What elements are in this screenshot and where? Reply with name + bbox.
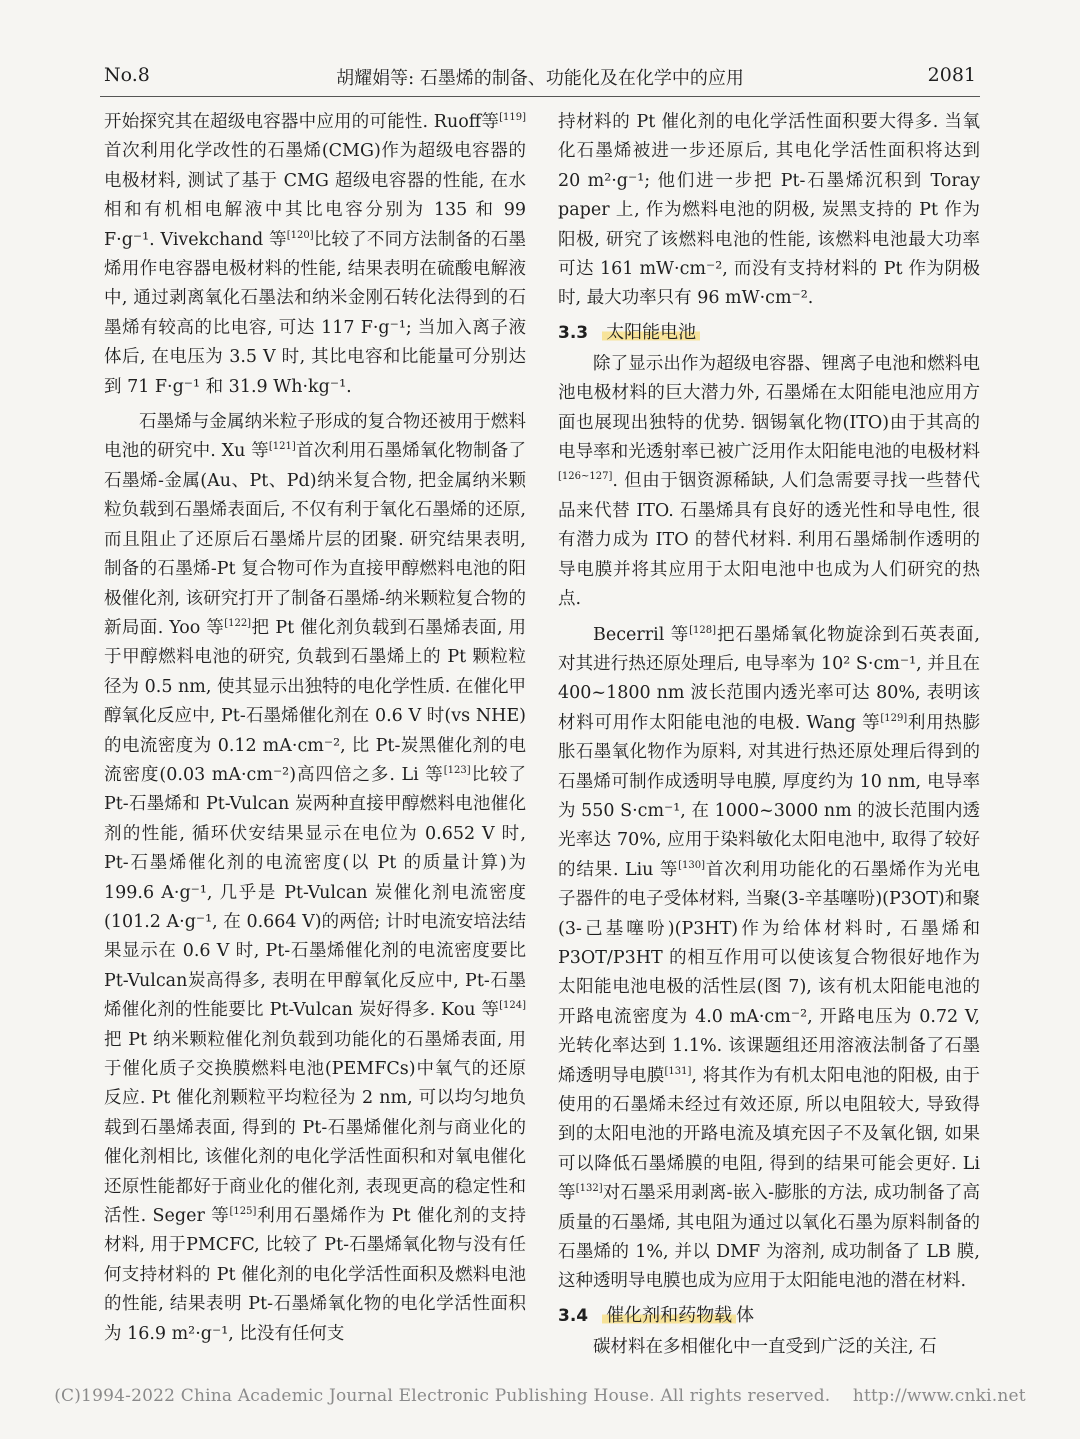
section-number: 3.4 — [558, 1305, 589, 1326]
page-footer — [0, 1386, 1080, 1406]
paragraph-solar-research: Becerril 等[128]把石墨烯氧化物旋涂到石英表面, 对其进行热还原处理后, 电导率为 10² S·cm⁻¹, 并且在 400~1800 nm 波长范围内透光率可达 80%, 表明该材料可用作太阳能电池的电极. Wang 等[129]利用热膨胀石墨氧化物作为原料, 对其进行热还原处理后得到的石墨烯可制作成透明导电膜, 厚度约为 10 nm, 电导率为 550 S·cm⁻¹, 在 1000~3000 nm 的波长范围内透光率达 70%, 应用于染料敏化太阳电池中, 取得了较好的结果. Liu 等[130]首次利用功能化的石墨烯作为光电子器件的电子受体材料, 当聚(3-辛基噻吩)(P3OT)和聚(3-己基噻吩)(P3HT)作为给体材料时, 石墨烯和 P3OT/P3HT 的相互作用可以使该复合物很好地作为太阳能电池电极的活性层(图 7), 该有机太阳能电池的开路电流密度为 4.0 mA·cm⁻², 开路电压为 0.72 V, 光转化率达到 1.1%. 该课题组还用溶液法制备了石墨烯透明导电膜[131], 将其作为有机太阳电池的阳极, 由于使用的石墨烯未经过有效还原, 所以电阻较大, 导致得到的太阳电池的开路电流及填充因子不及氧化铟, 如果可以降低石墨烯膜的电阻, 得到的结果可能会更好. Li 等[132]对石墨采用剥离-嵌入-膨胀的方法, 成功制备了高质量的石墨烯, 其电阻为通过以氧化石墨为原料制备的石墨烯的 1%, 并以 DMF 为溶剂, 成功制备了 LB 膜, 这种透明导电膜也成为应用于太阳能电池的潜在材料. — [558, 624, 981, 1292]
section-title: 太阳能电池 — [602, 322, 700, 343]
issue-number: No.8 — [104, 64, 150, 86]
section-number: 3.3 — [558, 322, 589, 343]
section-title-highlighted: 催化剂和药物载 — [602, 1305, 736, 1326]
running-title: 胡耀娟等: 石墨烯的制备、功能化及在化学中的应用 — [336, 68, 744, 89]
right-column — [558, 108, 980, 1362]
section-heading-3-3 — [558, 318, 980, 348]
citation: [125] — [229, 1206, 257, 1218]
citation: [121] — [268, 441, 296, 453]
paragraph-continued: 持材料的 Pt 催化剂的电化学活性面积要大得多. 当氧化石墨烯被进一步还原后, 其电化学活性面积将达到 20 m²·g⁻¹; 他们进一步把 Pt-石墨烯沉积到 Toray paper 上, 作为燃料电池的阴极, 炭黑支持的 Pt 作为阳极, 研究了该燃料电池的性能, 该燃料电池最大功率可达 161 mW·cm⁻², 而没有支持材料的 Pt 作为阴极时, 最大功率只有 96 mW·cm⁻². — [558, 112, 980, 309]
paragraph-catalyst: 碳材料在多相催化中一直受到广泛的关注, 石 — [593, 1336, 937, 1357]
citation: [124] — [499, 1000, 526, 1012]
left-column — [104, 108, 526, 1349]
citation: [131] — [664, 1065, 692, 1077]
section-heading-3-4 — [558, 1301, 980, 1331]
citation: [129] — [880, 712, 908, 724]
citation: [132] — [575, 1183, 603, 1195]
section-title-rest: 体 — [736, 1304, 755, 1326]
citation: [130] — [678, 859, 706, 871]
citation: [126~127] — [558, 471, 613, 483]
page-number: 2081 — [927, 64, 976, 86]
copyright-notice: (C)1994-2022 China Academic Journal Electronic Publishing House. All rights reserved. — [54, 1386, 831, 1406]
citation: [120] — [286, 229, 314, 241]
paragraph-fuel-cell: 石墨烯与金属纳米粒子形成的复合物还被用于燃料电池的研究中. Xu 等[121]首次利用石墨烯氧化物制备了石墨烯-金属(Au、Pt、Pd)纳米复合物, 把金属纳米颗粒负载到石墨烯表面后, 不仅有利于氧化石墨烯的还原, 而且阻止了还原后石墨烯片层的团聚. 研究结果表明, 制备的石墨烯-Pt 复合物可作为直接甲醇燃料电池的阳极催化剂, 该研究打开了制备石墨烯-纳米颗粒复合物的新局面. Yoo 等[122]把 Pt 催化剂负载到石墨烯表面, 用于甲醇燃料电池的研究, 负载到石墨烯上的 Pt 颗粒粒径为 0.5 nm, 使其显示出独特的电化学性质. 在催化甲醇氧化反应中, Pt-石墨烯催化剂在 0.6 V 时(vs NHE)的电流密度为 0.12 mA·cm⁻², 比 Pt-炭黑催化剂的电流密度(0.03 mA·cm⁻²)高四倍之多. Li 等[123]比较了 Pt-石墨烯和 Pt-Vulcan 炭两种直接甲醇燃料电池催化剂的性能, 循环伏安结果显示在电位为 0.652 V 时, Pt-石墨烯催化剂的电流密度(以 Pt 的质量计算)为 199.6 A·g⁻¹, 几乎是 Pt-Vulcan 炭催化剂电流密度(101.2 A·g⁻¹, 在 0.664 V)的两倍; 计时电流安培法结果显示在 0.6 V 时, Pt-石墨烯催化剂的电流密度要比 Pt-Vulcan炭高得多, 表明在甲醇氧化反应中, Pt-石墨烯催化剂的性能要比 Pt-Vulcan 炭好得多. Kou 等[124]把 Pt 纳米颗粒催化剂负载到功能化的石墨烯表面, 用于催化质子交换膜燃料电池(PEMFCs)中氧气的还原反应. Pt 催化剂颗粒平均粒径为 2 nm, 可以均匀地负载到石墨烯表面, 得到的 Pt-石墨烯催化剂与商业化的催化剂相比, 该催化剂的电化学活性面积和对氧电催化还原性能都好于商业化的催化剂, 表现更高的稳定性和活性. Seger 等[125]利用石墨烯作为 Pt 催化剂的支持材料, 用于PMCFC, 比较了 Pt-石墨烯氧化物与没有任何支持材料的 Pt 催化剂的电化学活性面积及燃料电池的性能, 结果表明 Pt-石墨烯氧化物的电化学活性面积为 16.9 m²·g⁻¹, 比没有任何支 — [104, 412, 527, 1344]
citation: [119] — [499, 112, 526, 124]
page-header — [0, 60, 1080, 94]
paragraph-solar-intro: 除了显示出作为超级电容器、锂离子电池和燃料电池电极材料的巨大潜力外, 石墨烯在太阳能电池应用方面也展现出独特的优势. 铟锡氧化物(ITO)由于其高的电导率和光透射率已被广泛用作太阳能电池的电极材料[126~127]. 但由于铟资源稀缺, 人们急需要寻找一些替代品来代替 ITO. 石墨烯具有良好的透光性和导电性, 很有潜力成为 ITO 的替代材料. 利用石墨烯制作透明的导电膜并将其应用于太阳电池中也成为人们研究的热点. — [558, 353, 980, 610]
source-url: http://www.cnki.net — [852, 1386, 1026, 1406]
citation: [122] — [224, 618, 252, 630]
citation: [128] — [689, 624, 717, 636]
paragraph-supercapacitor: 开始探究其在超级电容器中应用的可能性. Ruoff等[119]首次利用化学改性的石墨烯(CMG)作为超级电容器的电极材料, 测试了基于 CMG 超级电容器的性能, 在水相和有机相电解液中其比电容分别为 135 和 99 F·g⁻¹. Vivekchand 等[120]比较了不同方法制备的石墨烯用作电容器电极材料的性能, 结果表明在硫酸电解液中, 通过剥离氧化石墨法和纳米金刚石转化法得到的石墨烯有较高的比电容, 可达 117 F·g⁻¹; 当加入离子液体后, 在电压为 3.5 V 时, 其比电容和比能量可分别达到 71 F·g⁻¹ 和 31.9 Wh·kg⁻¹. — [104, 112, 526, 397]
citation: [123] — [443, 765, 471, 777]
header-rule — [100, 96, 980, 97]
